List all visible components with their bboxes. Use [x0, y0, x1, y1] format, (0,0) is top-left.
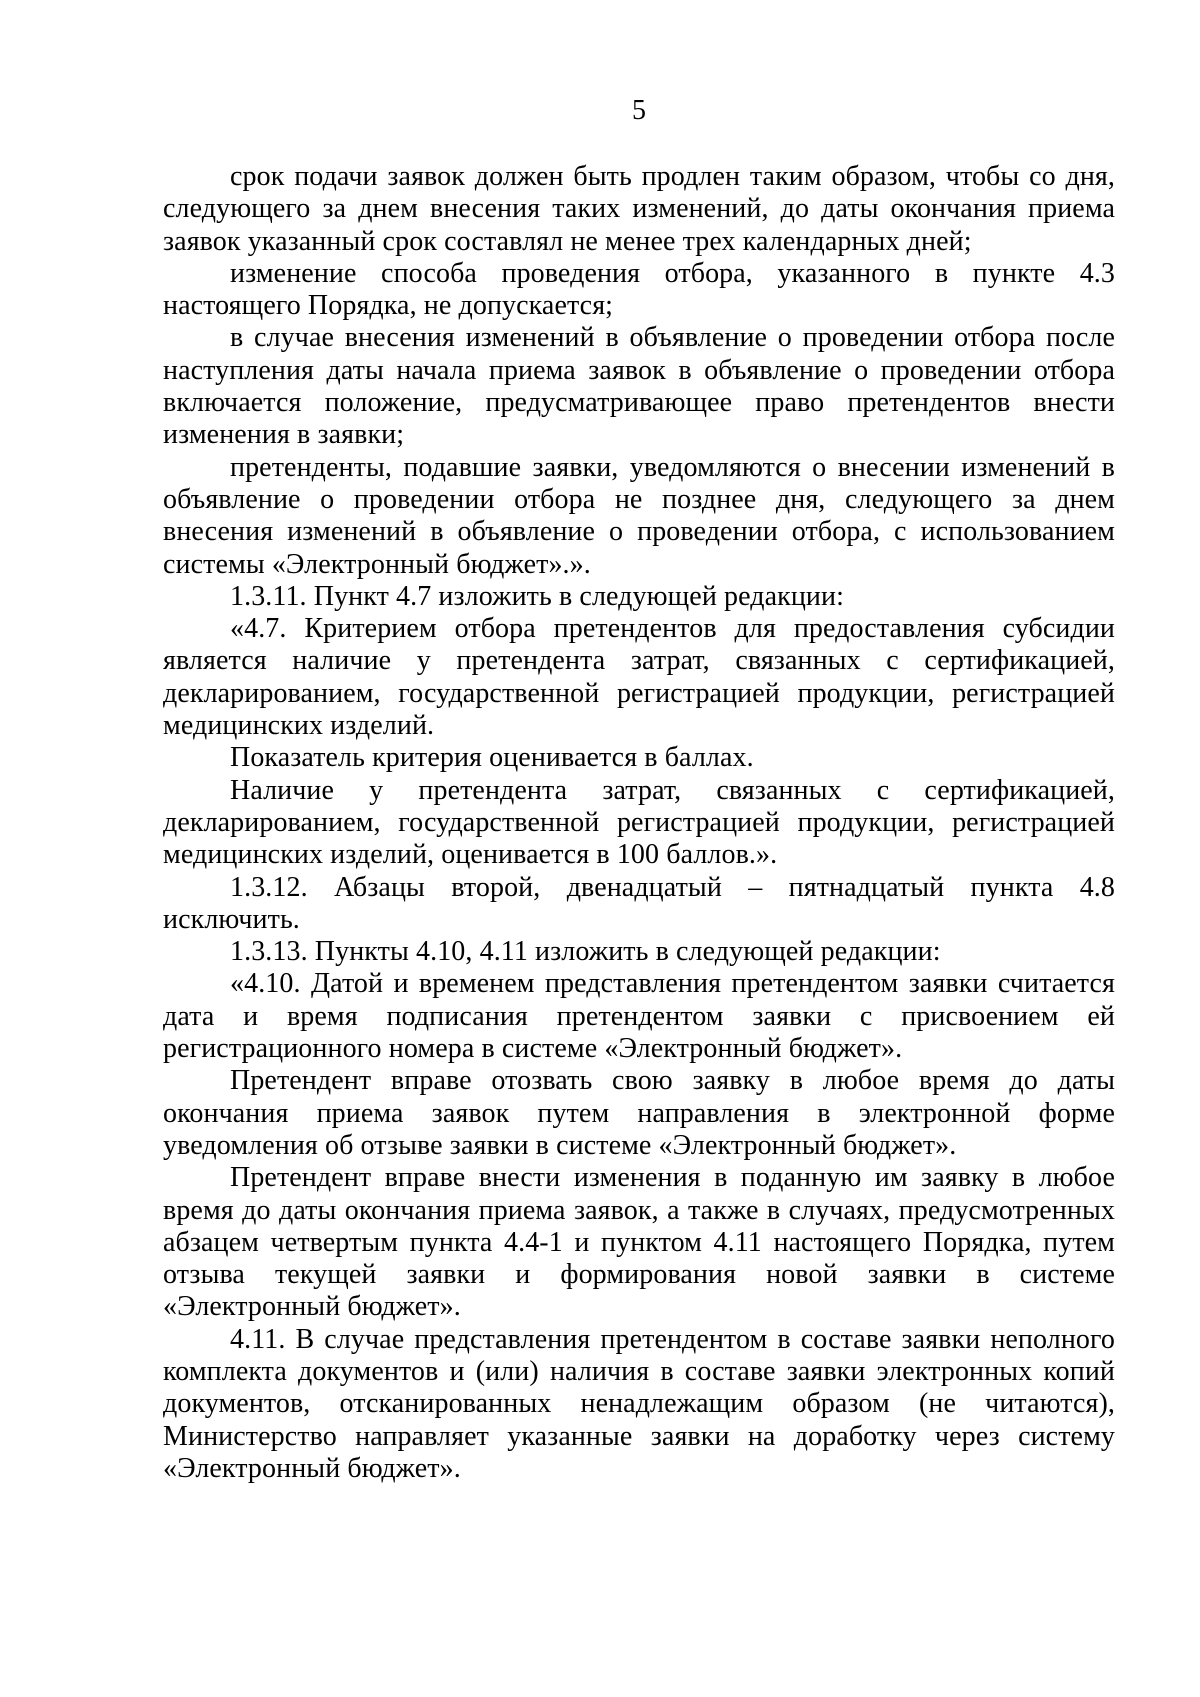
paragraph: Показатель критерия оценивается в баллах. — [230, 742, 754, 774]
paragraph: «4.7. Критерием отбора претендентов для предоставления субсидии является наличие у претендента затрат, связанных с сертификацией, декларированием, государственной регистрацией продукции, регистрацией медицинских изделий. — [163, 613, 1115, 742]
paragraph: 1.3.13. Пункты 4.10, 4.11 изложить в следующей редакции: — [230, 936, 941, 968]
document-body — [163, 161, 1115, 1485]
paragraph: срок подачи заявок должен быть продлен таким образом, чтобы со дня, следующего за днем внесения таких изменений, до даты окончания приема заявок указанный срок составлял не менее трех календарных дней; — [163, 161, 1115, 257]
paragraph: претенденты, подавшие заявки, уведомляются о внесении изменений в объявление о проведении отбора не позднее дня, следующего за днем внесения изменений в объявление о проведении отбора, с использованием системы «Электронный бюджет».». — [163, 451, 1115, 580]
paragraph: Претендент вправе внести изменения в поданную им заявку в любое время до даты окончания приема заявок, а также в случаях, предусмотренных абзацем четвертым пункта 4.4-1 и пунктом 4.11 настоящего Порядка, путем отзыва текущей заявки и формирования новой заявки в системе «Электронный бюджет». — [163, 1162, 1115, 1323]
paragraph: изменение способа проведения отбора, указанного в пункте 4.3 настоящего Порядка, не допускается; — [163, 257, 1115, 322]
paragraph: Претендент вправе отозвать свою заявку в любое время до даты окончания приема заявок путем направления в электронной форме уведомления об отзыве заявки в системе «Электронный бюджет». — [163, 1065, 1115, 1161]
paragraph: в случае внесения изменений в объявление о проведении отбора после наступления даты начала приема заявок в объявление о проведении отбора включается положение, предусматривающее право претендентов внести изменения в заявки; — [163, 322, 1115, 451]
paragraph: 4.11. В случае представления претендентом в составе заявки неполного комплекта документов и (или) наличия в составе заявки электронных копий документов, отсканированных ненадлежащим образом (не читаются), Министерство направляет указанные заявки на доработку через систему «Электронный бюджет». — [163, 1323, 1115, 1484]
page-number: 5 — [632, 95, 646, 126]
paragraph: Наличие у претендента затрат, связанных с сертификацией, декларированием, государственной регистрацией продукции, регистрацией медицинских изделий, оценивается в 100 баллов.». — [163, 774, 1115, 871]
paragraph: «4.10. Датой и временем представления претендентом заявки считается дата и время подписания претендентом заявки с присвоением ей регистрационного номера в системе «Электронный бюджет». — [163, 968, 1115, 1065]
document-content — [163, 95, 1115, 1485]
paragraph: 1.3.11. Пункт 4.7 изложить в следующей редакции: — [230, 580, 844, 612]
paragraph: 1.3.12. Абзацы второй, двенадцатый – пятнадцатый пункта 4.8 исключить. — [163, 871, 1115, 935]
